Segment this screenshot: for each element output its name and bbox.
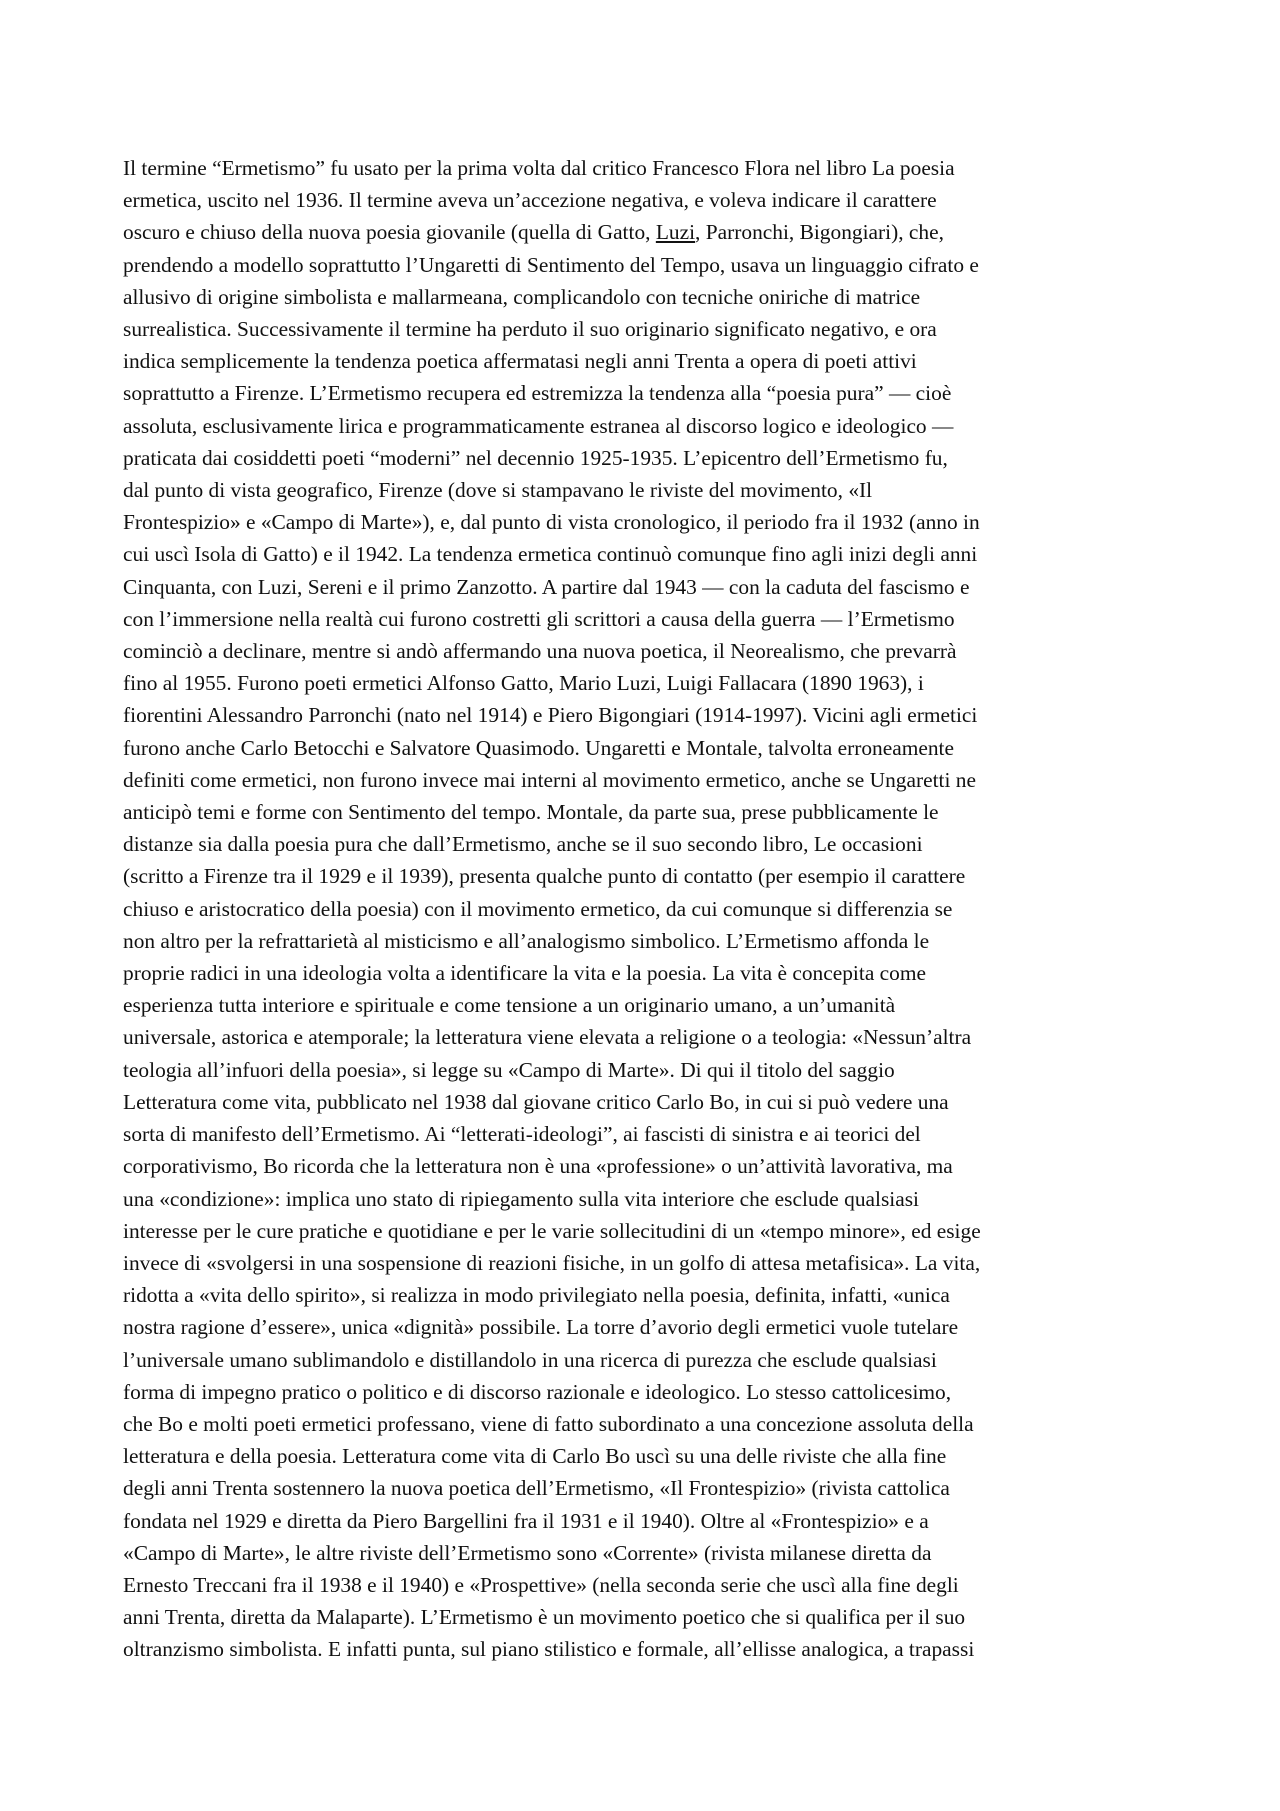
text-line: prendendo a modello soprattutto l’Ungaretti di Sentimento del Tempo, usava un linguaggio cifrato e bbox=[123, 252, 979, 277]
text-line: teologia all’infuori della poesia», si legge su «Campo di Marte». Di qui il titolo del saggio bbox=[123, 1057, 895, 1082]
text-line: universale, astorica e atemporale; la letteratura viene elevata a religione o a teologia: «Nessun’altra bbox=[123, 1025, 972, 1050]
text-line: Il termine “Ermetismo” fu usato per la prima volta dal critico Francesco Flora nel libro La poesia bbox=[123, 156, 955, 180]
text-line: definiti come ermetici, non furono invece mai interni al movimento ermetico, anche se Ungaretti ne bbox=[123, 767, 976, 792]
text-line: interesse per le cure pratiche e quotidiane e per le varie sollecitudini di un «tempo minore», ed esige bbox=[123, 1218, 981, 1243]
text-line: letteratura e della poesia. Letteratura come vita di Carlo Bo uscì su una delle riviste che alla fine bbox=[123, 1444, 947, 1469]
text-line: con l’immersione nella realtà cui furono costretti gli scrittori a causa della guerra — l’Ermetismo bbox=[123, 606, 955, 631]
text-line: surrealistica. Successivamente il termine ha perduto il suo originario significato negativo, e ora bbox=[123, 317, 937, 342]
text-line: (scritto a Firenze tra il 1929 e il 1939), presenta qualche punto di contatto (per esempio il carattere bbox=[123, 864, 966, 889]
text-line: Frontespizio» e «Campo di Marte»), e, dal punto di vista cronologico, il periodo fra il 1932 (anno in bbox=[123, 510, 980, 535]
text-line: Cinquanta, con Luzi, Sereni e il primo Zanzotto. A partire dal 1943 — con la caduta del fascismo e bbox=[123, 574, 970, 599]
text-line: oltranzismo simbolista. E infatti punta, sul piano stilistico e formale, all’ellisse analogica, a trapassi bbox=[123, 1637, 975, 1662]
text-line: forma di impegno pratico o politico e di discorso razionale e ideologico. Lo stesso cattolicesimo, bbox=[123, 1379, 952, 1404]
text-line: sorta di manifesto dell’Ermetismo. Ai “letterati-ideologi”, ai fascisti di sinistra e ai teorici del bbox=[123, 1122, 921, 1147]
text-line: «Campo di Marte», le altre riviste dell’Ermetismo sono «Corrente» (rivista milanese diretta da bbox=[123, 1540, 932, 1565]
text-line: ermetica, uscito nel 1936. Il termine aveva un’accezione negativa, e voleva indicare il carattere bbox=[123, 188, 937, 213]
text-line: corporativismo, Bo ricorda che la letteratura non è una «professione» o un’attività lavorativa, ma bbox=[123, 1154, 953, 1179]
text-segment: , Parronchi, Bigongiari), che, bbox=[695, 220, 944, 245]
text-line: l’universale umano sublimandolo e distillandolo in una ricerca di purezza che esclude qualsiasi bbox=[123, 1347, 937, 1372]
text-line: nostra ragione d’essere», unica «dignità» possibile. La torre d’avorio degli ermetici vuole tutelare bbox=[123, 1315, 959, 1340]
text-line: una «condizione»: implica uno stato di ripiegamento sulla vita interiore che esclude qualsiasi bbox=[123, 1186, 919, 1211]
body-paragraph bbox=[123, 152, 1163, 1666]
text-line: anticipò temi e forme con Sentimento del tempo. Montale, da parte sua, prese pubblicamente le bbox=[123, 800, 939, 825]
text-line bbox=[123, 216, 1163, 248]
text-line: degli anni Trenta sostennero la nuova poetica dell’Ermetismo, «Il Frontespizio» (rivista cattolica bbox=[123, 1476, 950, 1501]
text-line: anni Trenta, diretta da Malaparte). L’Ermetismo è un movimento poetico che si qualifica per il suo bbox=[123, 1605, 966, 1630]
text-line: chiuso e aristocratico della poesia) con il movimento ermetico, da cui comunque si differenzia se bbox=[123, 896, 953, 921]
text-line: che Bo e molti poeti ermetici professano, viene di fatto subordinato a una concezione assoluta della bbox=[123, 1411, 974, 1436]
text-line: esperienza tutta interiore e spirituale e come tensione a un originario umano, a un’umanità bbox=[123, 993, 896, 1018]
text-line: fino al 1955. Furono poeti ermetici Alfonso Gatto, Mario Luzi, Luigi Fallacara (1890 1963), i bbox=[123, 671, 924, 696]
text-line: invece di «svolgersi in una sospensione di reazioni fisiche, in un golfo di attesa metafisica». La vita, bbox=[123, 1250, 981, 1275]
text-line: allusivo di origine simbolista e mallarmeana, complicandolo con tecniche oniriche di matrice bbox=[123, 284, 921, 309]
luzi-link[interactable]: Luzi bbox=[655, 220, 696, 245]
text-line: Letteratura come vita, pubblicato nel 1938 dal giovane critico Carlo Bo, in cui si può vedere una bbox=[123, 1089, 949, 1114]
text-line: soprattutto a Firenze. L’Ermetismo recupera ed estremizza la tendenza alla “poesia pura” — cioè bbox=[123, 381, 952, 406]
text-segment: oscuro e chiuso della nuova poesia giovanile (quella di Gatto, bbox=[123, 220, 656, 245]
text-line: cominciò a declinare, mentre si andò affermando una nuova poetica, il Neorealismo, che prevarrà bbox=[123, 639, 957, 664]
text-line: assoluta, esclusivamente lirica e programmaticamente estranea al discorso logico e ideologico — bbox=[123, 413, 954, 438]
text-line: cui uscì Isola di Gatto) e il 1942. La tendenza ermetica continuò comunque fino agli inizi degli anni bbox=[123, 542, 978, 567]
text-line: fondata nel 1929 e diretta da Piero Bargellini fra il 1931 e il 1940). Oltre al «Frontespizio» e a bbox=[123, 1508, 929, 1533]
text-line: indica semplicemente la tendenza poetica affermatasi negli anni Trenta a opera di poeti attivi bbox=[123, 349, 917, 374]
text-line: non altro per la refrattarietà al misticismo e all’analogismo simbolico. L’Ermetismo affonda le bbox=[123, 928, 930, 953]
text-line: furono anche Carlo Betocchi e Salvatore Quasimodo. Ungaretti e Montale, talvolta erroneamente bbox=[123, 735, 954, 760]
text-line: proprie radici in una ideologia volta a identificare la vita e la poesia. La vita è concepita come bbox=[123, 961, 926, 986]
text-line: dal punto di vista geografico, Firenze (dove si stampavano le riviste del movimento, «Il bbox=[123, 478, 873, 503]
text-line: fiorentini Alessandro Parronchi (nato nel 1914) e Piero Bigongiari (1914-1997). Vicini agli ermetici bbox=[123, 703, 978, 728]
text-line: distanze sia dalla poesia pura che dall’Ermetismo, anche se il suo secondo libro, Le occasioni bbox=[123, 832, 923, 857]
text-line: praticata dai cosiddetti poeti “moderni” nel decennio 1925-1935. L’epicentro dell’Ermetismo fu, bbox=[123, 445, 948, 470]
text-line: ridotta a «vita dello spirito», si realizza in modo privilegiato nella poesia, definita, infatti, «unica bbox=[123, 1283, 950, 1308]
text-line: Ernesto Treccani fra il 1938 e il 1940) e «Prospettive» (nella seconda serie che uscì alla fine degli bbox=[123, 1572, 959, 1597]
